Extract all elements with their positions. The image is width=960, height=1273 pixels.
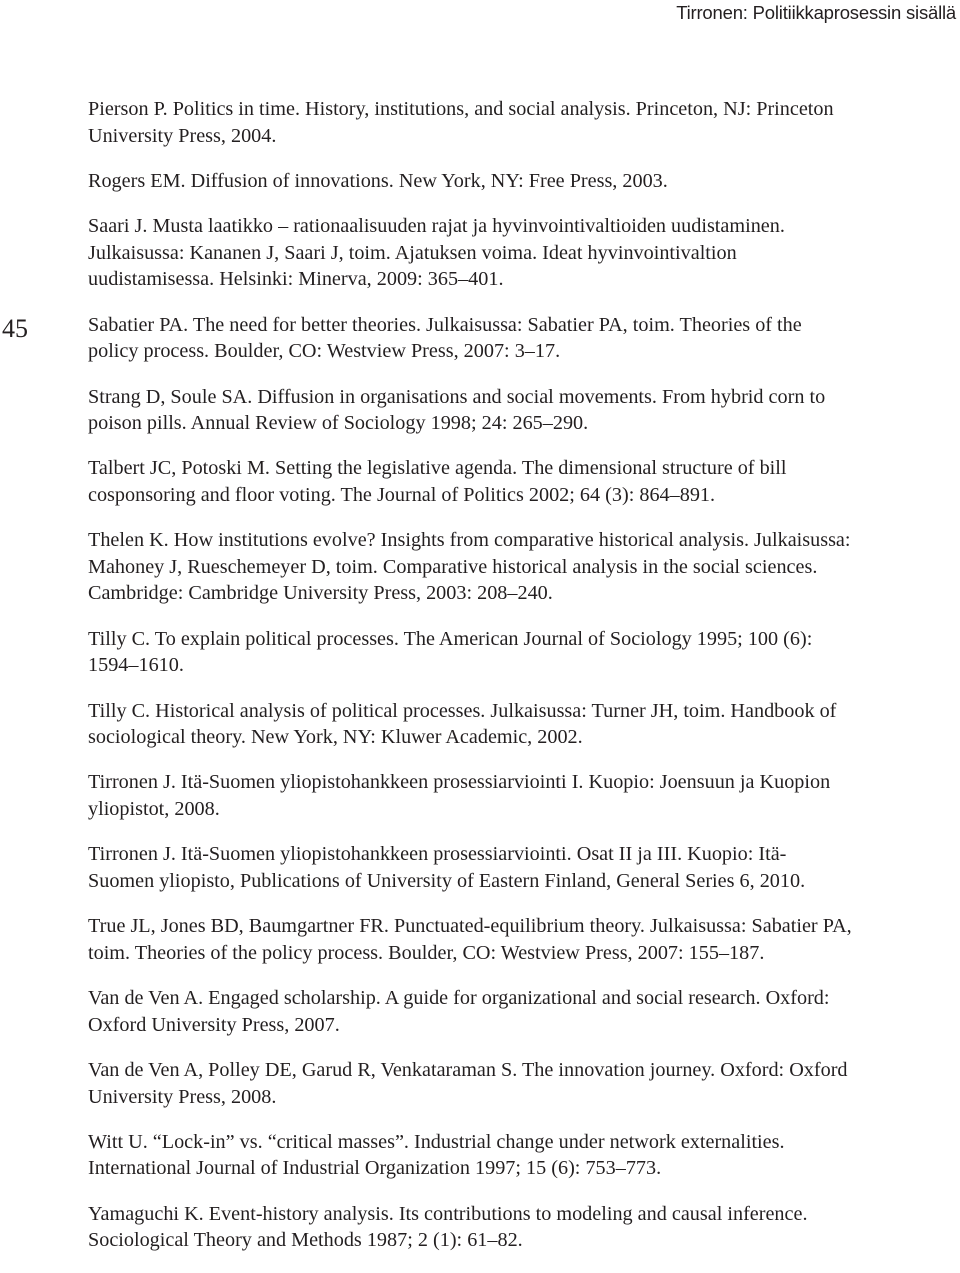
page-number: 45 (2, 314, 28, 343)
reference-entry: Tilly C. To explain political processes. The American Journal of Sociology 1995; 100 (6): 1594–1610. (88, 627, 813, 677)
reference-list (88, 96, 960, 1273)
reference-entry: Yamaguchi K. Event-history analysis. Its contributions to modeling and causal inference. Sociological Theory and Methods 1987; 2 (1): 61–82. (88, 1202, 808, 1252)
reference-entry: Tilly C. Historical analysis of political processes. Julkaisussa: Turner JH, toim. Handbook of sociological theory. New York, NY: Kluwer Academic, 2002. (88, 699, 837, 749)
running-header: Tirronen: Politiikkaprosessin sisällä (676, 2, 956, 23)
reference-entry: True JL, Jones BD, Baumgartner FR. Punctuated-equilibrium theory. Julkaisussa: Sabatier PA, toim. Theories of the policy process. Boulder, CO: Westview Press, 2007: 155–187. (88, 915, 852, 964)
reference-entry: Van de Ven A, Polley DE, Garud R, Venkataraman S. The innovation journey. Oxford: Oxford University Press, 2008. (88, 1058, 848, 1108)
reference-entry: Strang D, Soule SA. Diffusion in organisations and social movements. From hybrid corn to poison pills. Annual Review of Sociology 1998; 24: 265–290. (88, 385, 826, 435)
reference-entry: Tirronen J. Itä-Suomen yliopistohankkeen prosessiarviointi I. Kuopio: Joensuun ja Kuopion yliopistot, 2008. (88, 771, 831, 821)
reference-entry: Van de Ven A. Engaged scholarship. A guide for organizational and social research. Oxford: Oxford University Press, 2007. (88, 987, 830, 1036)
reference-entry: Witt U. “Lock-in” vs. “critical masses”. Industrial change under network externalities. International Journal of Industrial Organization 1997; 15 (6): 753–773. (88, 1130, 785, 1180)
reference-entry: Talbert JC, Potoski M. Setting the legislative agenda. The dimensional structure of bill cosponsoring and floor voting. The Journal of Politics 2002; 64 (3): 864–891. (88, 457, 787, 506)
reference-entry: Thelen K. How institutions evolve? Insights from comparative historical analysis. Julkaisussa: Mahoney J, Rueschemeyer D, toim. Comparative historical analysis in the social sciences. Cambridge: Cambridge University Press, 2003: 208–240. (88, 529, 851, 605)
reference-entry: Rogers EM. Diffusion of innovations. New York, NY: Free Press, 2003. (88, 169, 668, 192)
reference-entry: Pierson P. Politics in time. History, institutions, and social analysis. Princeton, NJ: Princeton University Press, 2004. (88, 98, 834, 147)
reference-entry: Saari J. Musta laatikko – rationaalisuuden rajat ja hyvinvointivaltioiden uudistaminen. Julkaisussa: Kananen J, Saari J, toim. Ajatuksen voima. Ideat hyvinvointivaltion uudistamisessa. Helsinki: Minerva, 2009: 365–401. (88, 215, 785, 291)
reference-entry: Tirronen J. Itä-Suomen yliopistohankkeen prosessiarviointi. Osat II ja III. Kuopio: Itä- Suomen yliopisto, Publications of University of Eastern Finland, General Series 6, 2010. (88, 843, 806, 892)
reference-entry: Sabatier PA. The need for better theories. Julkaisussa: Sabatier PA, toim. Theories of the policy process. Boulder, CO: Westview Press, 2007: 3–17. (88, 313, 802, 363)
